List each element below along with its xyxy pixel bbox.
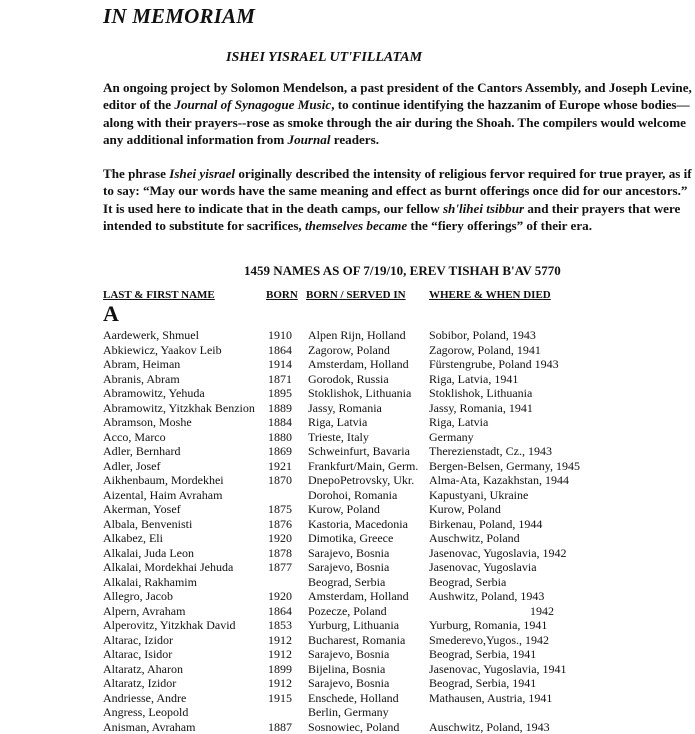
- row-died: Therezienstadt, Cz., 1943: [429, 444, 552, 459]
- table-row: [0, 386, 695, 401]
- row-born: 1899: [268, 662, 292, 677]
- intro-text: and their prayers that were intended to substitute for sacrifices,: [103, 201, 680, 233]
- intro-text: An ongoing project by Solomon Mendelson, a past president of the Cantors Assembly, and Joseph Levine, editor of the: [103, 80, 692, 112]
- row-born: 1870: [268, 473, 292, 488]
- row-name: Adler, Bernhard: [103, 444, 181, 459]
- row-born: 1920: [268, 531, 292, 546]
- row-name: Altaratz, Izidor: [103, 676, 176, 691]
- row-died: Alma-Ata, Kazakhstan, 1944: [429, 473, 569, 488]
- row-died: Jasenovac, Yugoslavia: [429, 560, 537, 575]
- row-served: Sarajevo, Bosnia: [308, 560, 389, 575]
- row-served: Gorodok, Russia: [308, 372, 389, 387]
- column-header-served: BORN / SERVED IN: [306, 289, 406, 301]
- row-born: 1869: [268, 444, 292, 459]
- row-served: Riga, Latvia: [308, 415, 367, 430]
- row-name: Adler, Josef: [103, 459, 161, 474]
- row-died: Beograd, Serbia, 1941: [429, 647, 536, 662]
- row-born: 1864: [268, 343, 292, 358]
- row-served: Jassy, Romania: [308, 401, 382, 416]
- row-served: Schweinfurt, Bavaria: [308, 444, 410, 459]
- intro-paragraph-2: [103, 165, 693, 234]
- table-row: [0, 430, 695, 445]
- row-born: 1910: [268, 328, 292, 343]
- table-row: [0, 415, 695, 430]
- table-row: [0, 357, 695, 372]
- row-born: 1895: [268, 386, 292, 401]
- row-born: 1853: [268, 618, 292, 633]
- row-died: Kapustyani, Ukraine: [429, 488, 528, 503]
- column-header-born: BORN: [266, 289, 298, 301]
- row-served: DnepoPetrovsky, Ukr.: [308, 473, 414, 488]
- column-header-died: WHERE & WHEN DIED: [429, 289, 551, 301]
- table-row: [0, 488, 695, 503]
- row-name: Altaratz, Aharon: [103, 662, 183, 677]
- row-served: Pozecze, Poland: [308, 604, 387, 619]
- row-served: Yurburg, Lithuania: [308, 618, 399, 633]
- row-died: Mathausen, Austria, 1941: [429, 691, 552, 706]
- row-died: Bergen-Belsen, Germany, 1945: [429, 459, 580, 474]
- row-born: 1915: [268, 691, 292, 706]
- row-died: Birkenau, Poland, 1944: [429, 517, 542, 532]
- row-name: Abranis, Abram: [103, 372, 180, 387]
- row-name: Albala, Benvenisti: [103, 517, 192, 532]
- table-row: [0, 473, 695, 488]
- row-name: Acco, Marco: [103, 430, 166, 445]
- row-served: Bijelina, Bosnia: [308, 662, 385, 677]
- journal-title: Journal: [288, 132, 331, 147]
- row-name: Allegro, Jacob: [103, 589, 173, 604]
- row-born: 1875: [268, 502, 292, 517]
- table-row: [0, 444, 695, 459]
- intro-text: originally described the intensity of religious fervor required for true prayer, as if to say: “May our words have the same meaning and effect as burnt offerings once did for our ancestors.” It is used here to indicate that in the death camps, our fellow: [103, 166, 692, 216]
- row-died: Beograd, Serbia, 1941: [429, 676, 536, 691]
- table-row: [0, 531, 695, 546]
- row-died: Auschwitz, Poland, 1943: [429, 720, 550, 734]
- intro-text: The phrase: [103, 166, 169, 181]
- row-died: Yurburg, Romania, 1941: [429, 618, 547, 633]
- table-row: [0, 604, 695, 619]
- journal-title: Journal of Synagogue Music: [174, 97, 331, 112]
- row-name: Alperovitz, Yitzkhak David: [103, 618, 236, 633]
- row-died: Aushwitz, Poland, 1943: [429, 589, 544, 604]
- row-name: Abramowitz, Yitzkhak Benzion: [103, 401, 255, 416]
- table-row: [0, 546, 695, 561]
- row-died: Riga, Latvia, 1941: [429, 372, 518, 387]
- row-name: Abramowitz, Yehuda: [103, 386, 205, 401]
- row-served: Sarajevo, Bosnia: [308, 546, 389, 561]
- page-subtitle: ISHEI YISRAEL UT'FILLATAM: [226, 50, 422, 66]
- row-born: 1877: [268, 560, 292, 575]
- row-name: Abram, Heiman: [103, 357, 180, 372]
- row-died: Zagorow, Poland, 1941: [429, 343, 541, 358]
- row-born: 1889: [268, 401, 292, 416]
- row-served: Dimotika, Greece: [308, 531, 393, 546]
- row-born: 1880: [268, 430, 292, 445]
- row-born: 1920: [268, 589, 292, 604]
- row-born: 1887: [268, 720, 292, 734]
- table-row: [0, 517, 695, 532]
- table-row: [0, 676, 695, 691]
- section-letter: A: [103, 301, 119, 327]
- row-name: Aardewerk, Shmuel: [103, 328, 199, 343]
- term: sh'lihei tsibbur: [443, 201, 524, 216]
- table-row: [0, 647, 695, 662]
- intro-text: the “fiery offerings” of their era.: [407, 218, 592, 233]
- table-row: [0, 705, 695, 720]
- row-name: Alkalai, Mordekhai Jehuda: [103, 560, 233, 575]
- row-born: 1864: [268, 604, 292, 619]
- row-served: Enschede, Holland: [308, 691, 399, 706]
- row-served: Sosnowiec, Poland: [308, 720, 399, 734]
- row-born: 1912: [268, 633, 292, 648]
- row-served: Trieste, Italy: [308, 430, 369, 445]
- table-row: [0, 589, 695, 604]
- row-died: 1942: [530, 604, 554, 619]
- row-served: Amsterdam, Holland: [308, 589, 409, 604]
- row-died: Kurow, Poland: [429, 502, 501, 517]
- row-name: Alkalai, Rakhamim: [103, 575, 197, 590]
- row-name: Angress, Leopold: [103, 705, 188, 720]
- row-died: Beograd, Serbia: [429, 575, 506, 590]
- table-row: [0, 618, 695, 633]
- row-served: Sarajevo, Bosnia: [308, 676, 389, 691]
- row-served: Beograd, Serbia: [308, 575, 385, 590]
- row-died: Riga, Latvia: [429, 415, 488, 430]
- row-name: Aizental, Haim Avraham: [103, 488, 222, 503]
- table-row: [0, 401, 695, 416]
- table-row: [0, 328, 695, 343]
- row-died: Jasenovac, Yugoslavia, 1941: [429, 662, 567, 677]
- row-name: Alkalai, Juda Leon: [103, 546, 194, 561]
- row-served: Berlin, Germany: [308, 705, 389, 720]
- names-count: 1459 NAMES AS OF 7/19/10, EREV TISHAH B'AV 5770: [244, 263, 561, 279]
- table-row: [0, 459, 695, 474]
- table-row: [0, 575, 695, 590]
- row-died: Auschwitz, Poland: [429, 531, 520, 546]
- row-name: Altarac, Izidor: [103, 633, 173, 648]
- table-row: [0, 691, 695, 706]
- row-died: Sobibor, Poland, 1943: [429, 328, 536, 343]
- table-row: [0, 343, 695, 358]
- intro-text: readers.: [331, 132, 379, 147]
- row-name: Andriesse, Andre: [103, 691, 186, 706]
- row-born: 1914: [268, 357, 292, 372]
- row-name: Akerman, Yosef: [103, 502, 181, 517]
- table-row: [0, 372, 695, 387]
- row-died: Germany: [429, 430, 474, 445]
- row-served: Zagorow, Poland: [308, 343, 390, 358]
- table-row: [0, 560, 695, 575]
- table-row: [0, 662, 695, 677]
- intro-text: , to continue identifying the hazzanim of Europe whose bodies—along with their prayers--rose as smoke through the air during the Shoah. The compilers would welcome any additional information from: [103, 97, 690, 147]
- row-died: Jasenovac, Yugoslavia, 1942: [429, 546, 567, 561]
- intro-paragraph-1: [103, 79, 693, 148]
- row-born: 1878: [268, 546, 292, 561]
- term: themselves became: [305, 218, 407, 233]
- table-row: [0, 633, 695, 648]
- row-served: Alpen Rijn, Holland: [308, 328, 406, 343]
- row-name: Anisman, Avraham: [103, 720, 195, 734]
- row-name: Altarac, Isidor: [103, 647, 172, 662]
- row-born: 1871: [268, 372, 292, 387]
- row-born: 1912: [268, 676, 292, 691]
- row-born: 1912: [268, 647, 292, 662]
- row-name: Alkabez, Eli: [103, 531, 163, 546]
- page-title: IN MEMORIAM: [103, 4, 255, 29]
- table-row: [0, 502, 695, 517]
- row-born: 1921: [268, 459, 292, 474]
- names-list: [0, 328, 695, 734]
- row-died: Stoklishok, Lithuania: [429, 386, 532, 401]
- row-died: Fürstengrube, Poland 1943: [429, 357, 559, 372]
- row-born: 1884: [268, 415, 292, 430]
- row-served: Stoklishok, Lithuania: [308, 386, 411, 401]
- row-served: Dorohoi, Romania: [308, 488, 397, 503]
- term: Ishei yisrael: [169, 166, 235, 181]
- row-died: Jassy, Romania, 1941: [429, 401, 533, 416]
- row-born: 1876: [268, 517, 292, 532]
- row-served: Amsterdam, Holland: [308, 357, 409, 372]
- row-served: Frankfurt/Main, Germ.: [308, 459, 418, 474]
- row-name: Abkiewicz, Yaakov Leib: [103, 343, 222, 358]
- row-died: Smederevo,Yugos., 1942: [429, 633, 549, 648]
- row-served: Kastoria, Macedonia: [308, 517, 408, 532]
- column-header-name: LAST & FIRST NAME: [103, 289, 215, 301]
- row-name: Aikhenbaum, Mordekhei: [103, 473, 224, 488]
- row-name: Abramson, Moshe: [103, 415, 192, 430]
- row-served: Kurow, Poland: [308, 502, 380, 517]
- row-name: Alpern, Avraham: [103, 604, 185, 619]
- row-served: Sarajevo, Bosnia: [308, 647, 389, 662]
- row-served: Bucharest, Romania: [308, 633, 405, 648]
